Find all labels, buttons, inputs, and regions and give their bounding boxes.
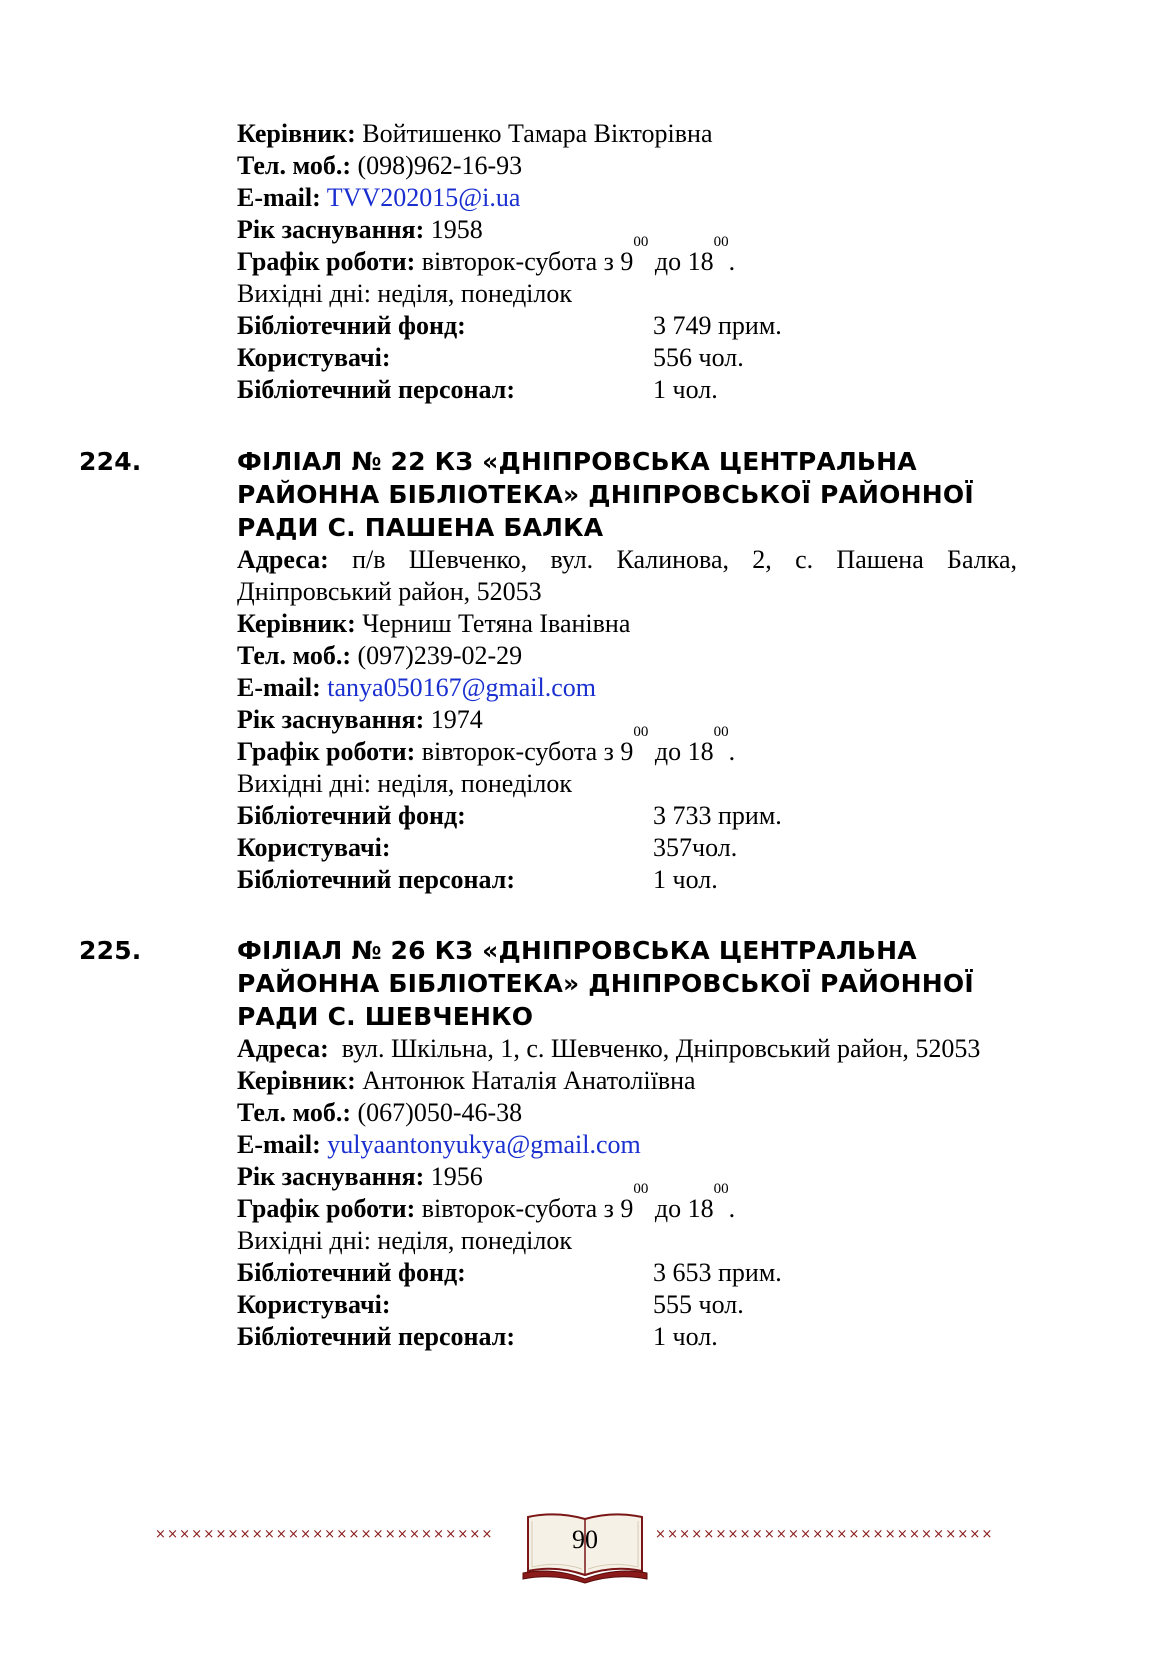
users-value: 556 чол. xyxy=(653,343,744,372)
phone-line xyxy=(237,1097,1017,1129)
staff-value: 1 чол. xyxy=(653,865,718,894)
entry-224-number: 224. xyxy=(79,447,142,476)
schedule-text: вівторок-субота з 9 xyxy=(421,737,634,766)
entry-225-title-text-1: ФІЛІАЛ № 26 КЗ «ДНІПРОВСЬКА ЦЕНТРАЛЬНА xyxy=(237,936,917,965)
email-link[interactable]: tanya050167@gmail.com xyxy=(327,673,596,702)
fund-line xyxy=(237,310,1017,342)
manager-label: Керівник: xyxy=(237,119,356,148)
schedule-sup-end: 00 xyxy=(713,234,729,250)
fund-value: 3 733 прим. xyxy=(653,801,782,830)
schedule-text: вівторок-субота з 9 xyxy=(421,1194,634,1223)
users-label: Користувачі: xyxy=(237,1290,391,1319)
schedule-end: . xyxy=(728,737,736,766)
staff-label: Бібліотечний персонал: xyxy=(237,375,515,404)
address-label: Адреса: xyxy=(237,1034,329,1063)
users-label: Користувачі: xyxy=(237,343,391,372)
schedule-text: вівторок-субота з 9 xyxy=(421,247,634,276)
days-off-line: Вихідні дні: неділя, понеділок xyxy=(237,279,573,308)
address-line xyxy=(237,1033,1017,1065)
users-line xyxy=(237,1289,1017,1321)
schedule-label: Графік роботи: xyxy=(237,247,416,276)
manager-value: Черниш Тетяна Іванівна xyxy=(362,609,631,638)
fund-label: Бібліотечний фонд: xyxy=(237,801,466,830)
founded-label: Рік заснування: xyxy=(237,705,425,734)
phone-value: (097)239-02-29 xyxy=(357,641,523,670)
phone-value: (098)962-16-93 xyxy=(357,151,523,180)
founded-line xyxy=(237,704,1017,736)
email-label: E-mail: xyxy=(237,183,321,212)
schedule-line xyxy=(237,234,1017,278)
staff-value: 1 чол. xyxy=(653,375,718,404)
founded-value: 1958 xyxy=(430,215,483,244)
address-label: Адреса: xyxy=(237,545,329,574)
address-value: п/в Шевченко, вул. Калинова, 2, с. Пашена Балка, Дніпровський район, 52053 xyxy=(237,545,1017,606)
schedule-sup-start: 00 xyxy=(633,724,649,740)
manager-label: Керівник: xyxy=(237,1066,356,1095)
footer-ornament-left: ×××××××××××××××××××××××××××× xyxy=(155,1527,494,1542)
manager-label: Керівник: xyxy=(237,609,356,638)
days-off-line: Вихідні дні: неділя, понеділок xyxy=(237,769,573,798)
email-link[interactable]: yulyaantonyukya@gmail.com xyxy=(327,1130,641,1159)
staff-label: Бібліотечний персонал: xyxy=(237,865,515,894)
entry-224-title-text-1: ФІЛІАЛ № 22 КЗ «ДНІПРОВСЬКА ЦЕНТРАЛЬНА xyxy=(237,447,917,476)
schedule-end: . xyxy=(728,247,736,276)
schedule-line xyxy=(237,724,1017,768)
schedule-end: . xyxy=(728,1194,736,1223)
page-number: 90 xyxy=(572,1525,598,1554)
entry-225-title-line-1 xyxy=(79,934,1038,967)
phone-value: (067)050-46-38 xyxy=(357,1098,523,1127)
address-line xyxy=(237,544,1017,608)
schedule-sup-end: 00 xyxy=(713,724,729,740)
footer-ornament-right: ×××××××××××××××××××××××××××× xyxy=(655,1527,994,1542)
schedule-mid: до 18 xyxy=(654,737,714,766)
founded-line xyxy=(237,1161,1017,1193)
staff-line xyxy=(237,1321,1017,1353)
phone-line xyxy=(237,640,1017,672)
schedule-sup-start: 00 xyxy=(633,234,649,250)
email-line xyxy=(237,1129,1017,1161)
entry-225-number: 225. xyxy=(79,936,142,965)
email-label: E-mail: xyxy=(237,673,321,702)
email-link[interactable]: TVV202015@i.ua xyxy=(326,183,521,212)
phone-label: Тел. моб.: xyxy=(237,641,352,670)
days-off-line: Вихідні дні: неділя, понеділок xyxy=(237,1226,573,1255)
users-value: 357чол. xyxy=(653,833,738,862)
email-line xyxy=(237,182,1017,214)
email-line xyxy=(237,672,1017,704)
users-value: 555 чол. xyxy=(653,1290,744,1319)
address-value: вул. Шкільна, 1, с. Шевченко, Дніпровський район, 52053 xyxy=(341,1034,981,1063)
email-label: E-mail: xyxy=(237,1130,321,1159)
schedule-sup-end: 00 xyxy=(713,1181,729,1197)
schedule-sup-start: 00 xyxy=(633,1181,649,1197)
schedule-label: Графік роботи: xyxy=(237,1194,416,1223)
schedule-mid: до 18 xyxy=(654,1194,714,1223)
phone-label: Тел. моб.: xyxy=(237,1098,352,1127)
fund-line xyxy=(237,800,1017,832)
schedule-label: Графік роботи: xyxy=(237,737,416,766)
phone-label: Тел. моб.: xyxy=(237,151,352,180)
founded-value: 1974 xyxy=(430,705,483,734)
fund-line xyxy=(237,1257,1017,1289)
entry-224-heading xyxy=(79,445,1038,544)
entry-225-title-line-2: РАЙОННА БІБЛІОТЕКА» ДНІПРОВСЬКОЇ РАЙОННОЇ xyxy=(237,969,974,998)
manager-line xyxy=(237,1065,1017,1097)
fund-value: 3 749 прим. xyxy=(653,311,782,340)
page-footer xyxy=(0,1505,1170,1595)
users-line xyxy=(237,832,1017,864)
manager-line xyxy=(237,118,1017,150)
fund-label: Бібліотечний фонд: xyxy=(237,1258,466,1287)
entry-224-title-line-3: РАДИ С. ПАШЕНА БАЛКА xyxy=(237,513,604,542)
entry-224-title-line-1 xyxy=(79,445,1038,478)
founded-line xyxy=(237,214,1017,246)
fund-label: Бібліотечний фонд: xyxy=(237,311,466,340)
staff-label: Бібліотечний персонал: xyxy=(237,1322,515,1351)
entry-225-heading xyxy=(79,934,1038,1033)
schedule-line xyxy=(237,1181,1017,1225)
founded-label: Рік заснування: xyxy=(237,1162,425,1191)
entry-225-title-line-3: РАДИ С. ШЕВЧЕНКО xyxy=(237,1002,534,1031)
phone-line xyxy=(237,150,1017,182)
users-label: Користувачі: xyxy=(237,833,391,862)
staff-value: 1 чол. xyxy=(653,1322,718,1351)
founded-value: 1956 xyxy=(430,1162,483,1191)
manager-value: Антонюк Наталія Анатоліївна xyxy=(362,1066,696,1095)
staff-line xyxy=(237,374,1017,406)
manager-line xyxy=(237,608,1017,640)
entry-225 xyxy=(237,1033,1017,1353)
schedule-mid: до 18 xyxy=(654,247,714,276)
manager-value: Войтишенко Тамара Вікторівна xyxy=(362,119,713,148)
founded-label: Рік заснування: xyxy=(237,215,425,244)
staff-line xyxy=(237,864,1017,896)
users-line xyxy=(237,342,1017,374)
entry-224-title-line-2: РАЙОННА БІБЛІОТЕКА» ДНІПРОВСЬКОЇ РАЙОННОЇ xyxy=(237,480,974,509)
entry-224 xyxy=(237,544,1017,896)
fund-value: 3 653 прим. xyxy=(653,1258,782,1287)
entry-top xyxy=(237,118,1017,406)
